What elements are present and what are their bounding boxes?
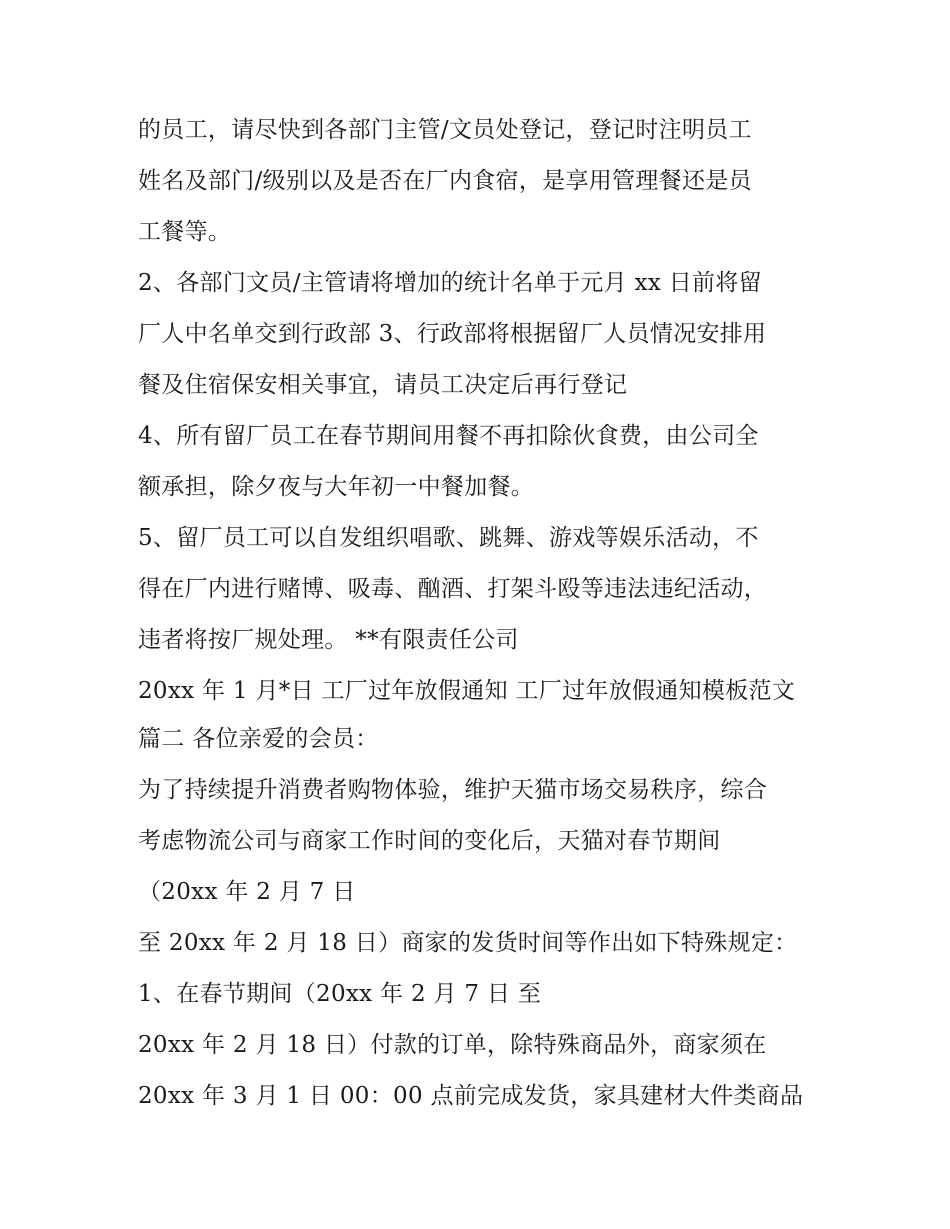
text-line: 额承担，除夕夜与大年初一中餐加餐。 bbox=[138, 474, 535, 500]
text-line: 20xx 年 2 月 18 日）付款的订单，除特殊商品外，商家须在 bbox=[138, 1032, 767, 1058]
text-line: 的员工，请尽快到各部门主管/文员处登记，登记时注明员工 bbox=[138, 117, 752, 143]
text-line: （20xx 年 2 月 7 日 bbox=[138, 879, 356, 905]
text-line: 厂人中名单交到行政部 3、行政部将根据留厂人员情况安排用 bbox=[138, 321, 767, 347]
text-line: 5、留厂员工可以自发组织唱歌、跳舞、游戏等娱乐活动，不 bbox=[138, 525, 759, 551]
text-line: 考虑物流公司与商家工作时间的变化后，天猫对春节期间 bbox=[138, 828, 721, 854]
text-line: 20xx 年 1 月*日 工厂过年放假通知 工厂过年放假通知模板范文 bbox=[138, 678, 796, 704]
text-line: 工餐等。 bbox=[138, 219, 232, 245]
text-line: 姓名及部门/级别以及是否在厂内食宿，是享用管理餐还是员 bbox=[138, 168, 752, 194]
text-line: 违者将按厂规处理。 **有限责任公司 bbox=[138, 627, 519, 653]
text-line: 为了持续提升消费者购物体验，维护天猫市场交易秩序，综合 bbox=[138, 777, 768, 803]
text-line: 20xx 年 3 月 1 日 00：00 点前完成发货，家具建材大件类商品 bbox=[138, 1083, 804, 1109]
text-line: 至 20xx 年 2 月 18 日）商家的发货时间等作出如下特殊规定： bbox=[138, 930, 798, 956]
text-line: 篇二 各位亲爱的会员： bbox=[138, 726, 379, 752]
text-line: 4、所有留厂员工在春节期间用餐不再扣除伙食费，由公司全 bbox=[138, 423, 759, 449]
text-line: 得在厂内进行赌博、吸毒、酗酒、打架斗殴等违法违纪活动， bbox=[138, 576, 768, 602]
text-line: 2、各部门文员/主管请将增加的统计名单于元月 xx 日前将留 bbox=[138, 270, 762, 296]
text-line: 1、在春节期间（20xx 年 2 月 7 日 至 bbox=[138, 981, 542, 1007]
text-line: 餐及住宿保安相关事宜，请员工决定后再行登记 bbox=[138, 372, 628, 398]
